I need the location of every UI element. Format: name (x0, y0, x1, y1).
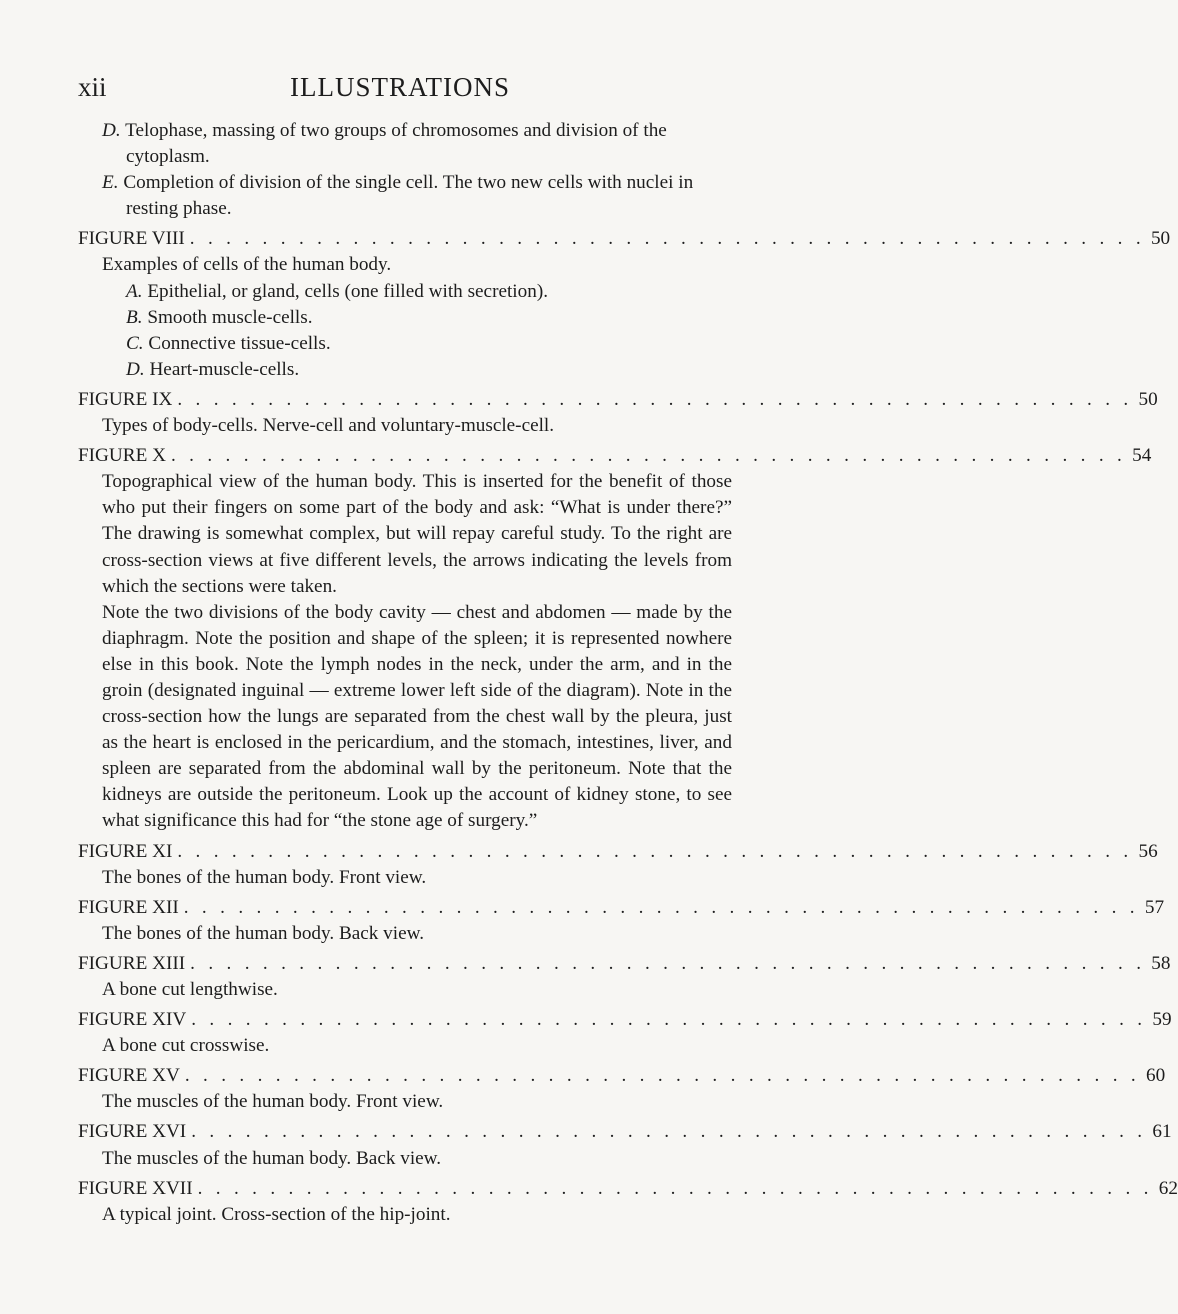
running-title: ILLUSTRATIONS (290, 72, 510, 102)
figure-entry (78, 443, 1152, 834)
figure-label: FIGURE XV (78, 1065, 180, 1087)
figure-description: A bone cut crosswise. (102, 1035, 270, 1057)
figure-entry (78, 895, 1165, 947)
figure-entry (78, 839, 1158, 891)
list-item: D. Heart-muscle-cells. (126, 358, 300, 380)
list-item: A. Epithelial, or gland, cells (one filled with secretion). (126, 280, 549, 302)
figure-heading (78, 226, 1171, 252)
figure-description: The muscles of the human body. Back view. (102, 1147, 442, 1169)
figure-page: 50 (1138, 388, 1158, 410)
figure-page: 58 (1151, 952, 1171, 974)
figure-page: 62 (1158, 1177, 1178, 1199)
figure-heading (78, 951, 1171, 977)
figure-heading (78, 895, 1165, 921)
figure-label: FIGURE XVI (78, 1121, 187, 1143)
dot-leader: . . . . . . . . . . . . . . . . . . . . . . . . . . . . . . . . . . . . . . . . . . . . . . . . . . . . . (190, 952, 1146, 974)
figure-page: 57 (1144, 896, 1165, 918)
figure-description: Types of body-cells. Nerve-cell and voluntary-muscle-cell. (102, 415, 555, 437)
figure-description: The bones of the human body. Front view. (102, 866, 427, 888)
figure-heading (78, 443, 1152, 469)
dot-leader: . . . . . . . . . . . . . . . . . . . . . . . . . . . . . . . . . . . . . . . . . . . . . . . . . . . . . (191, 1009, 1147, 1031)
list-item: B. Smooth muscle-cells. (126, 306, 313, 328)
figure-description: Examples of cells of the human body. (102, 254, 392, 276)
figure-heading (78, 1007, 1172, 1033)
figure-page: 54 (1132, 445, 1152, 467)
dot-leader: . . . . . . . . . . . . . . . . . . . . . . . . . . . . . . . . . . . . . . . . . . . . . . . . . . . . . (184, 1065, 1140, 1087)
figure-description: The muscles of the human body. Front view. (102, 1091, 444, 1113)
figure-label: FIGURE X (78, 445, 166, 467)
dot-leader: . . . . . . . . . . . . . . . . . . . . . . . . . . . . . . . . . . . . . . . . . . . . . . . . . . . . . (177, 840, 1133, 862)
figure-entry (78, 1007, 1172, 1059)
figure-page: 59 (1152, 1009, 1172, 1031)
dot-leader: . . . . . . . . . . . . . . . . . . . . . . . . . . . . . . . . . . . . . . . . . . . . . . . . . . . . . (177, 388, 1133, 410)
figure-heading (78, 387, 1158, 413)
figure-entry (78, 1063, 1166, 1115)
page-header (78, 72, 722, 112)
figure-heading (78, 1063, 1166, 1089)
dot-leader: . . . . . . . . . . . . . . . . . . . . . . . . . . . . . . . . . . . . . . . . . . . . . . . . . . . . . (189, 228, 1145, 250)
figure-entry (78, 1119, 1172, 1171)
figure-page: 61 (1152, 1121, 1172, 1143)
list-of-illustrations (78, 118, 1178, 1232)
figure-label: FIGURE VIII (78, 228, 185, 250)
figure-entry (78, 226, 1171, 383)
figure-entry (78, 951, 1171, 1003)
figure-heading (78, 1176, 1178, 1202)
dot-leader: . . . . . . . . . . . . . . . . . . . . . . . . . . . . . . . . . . . . . . . . . . . . . . . . . . . . . (170, 445, 1127, 467)
figure-page: 60 (1145, 1065, 1166, 1087)
figure-description: The bones of the human body. Back view. (102, 922, 425, 944)
figure-label: FIGURE XI (78, 840, 173, 862)
figure-description: A bone cut lengthwise. (102, 979, 278, 1000)
list-item: D. Telophase, massing of two groups of chromosomes and division of the cytoplasm. (102, 120, 667, 168)
figure-label: FIGURE XIII (78, 952, 186, 974)
dot-leader: . . . . . . . . . . . . . . . . . . . . . . . . . . . . . . . . . . . . . . . . . . . . . . . . . . . . . (183, 896, 1139, 918)
figure-note: Note the two divisions of the body cavity — chest and abdomen — made by the diaphragm. Note the position and shape of the spleen; it is represented nowhere else in this book. Note the lymph nodes in the neck, under the arm, and in the groin (designated inguinal — extreme lower left side of the diagram). Note in the cross-section how the lungs are separated from the chest wall by the pleura, just as the heart is enclosed in the pericardium, and the stomach, intestines, liver, and spleen are separated from the abdominal wall by the peritoneum. Note that the kidneys are outside the peritoneum. Look up the account of kidney stone, to see what significance this had for “the stone age of surgery.” (102, 601, 732, 832)
figure-description: A typical joint. Cross-section of the hip-joint. (102, 1203, 451, 1225)
list-item: E. Completion of division of the single cell. The two new cells with nuclei in resting phase. (102, 172, 694, 220)
list-item: C. Connective tissue-cells. (126, 332, 331, 354)
figure-page: 56 (1138, 840, 1158, 862)
figure-heading (78, 839, 1158, 865)
figure-label: FIGURE XVII (78, 1177, 193, 1199)
figure-heading (78, 1119, 1172, 1145)
figure-label: FIGURE XIV (78, 1009, 187, 1031)
figure-label: FIGURE XII (78, 896, 179, 918)
page-number: xii (78, 72, 107, 102)
dot-leader: . . . . . . . . . . . . . . . . . . . . . . . . . . . . . . . . . . . . . . . . . . . . . . . . . . . . . (191, 1121, 1147, 1143)
figure-entry (78, 387, 1158, 439)
figure-description: Topographical view of the human body. This is inserted for the benefit of those who put their fingers on some part of the body and ask: “What is under there?” The drawing is somewhat complex, but will repay careful study. To the right are cross-section views at five different levels, the arrows indicating the levels from which the sections were taken. (102, 471, 732, 597)
figure-page: 50 (1150, 228, 1171, 250)
figure-label: FIGURE IX (78, 388, 173, 410)
figure-entry (78, 1176, 1178, 1228)
dot-leader: . . . . . . . . . . . . . . . . . . . . . . . . . . . . . . . . . . . . . . . . . . . . . . . . . . . . . (197, 1177, 1153, 1199)
intro-items (78, 118, 732, 222)
